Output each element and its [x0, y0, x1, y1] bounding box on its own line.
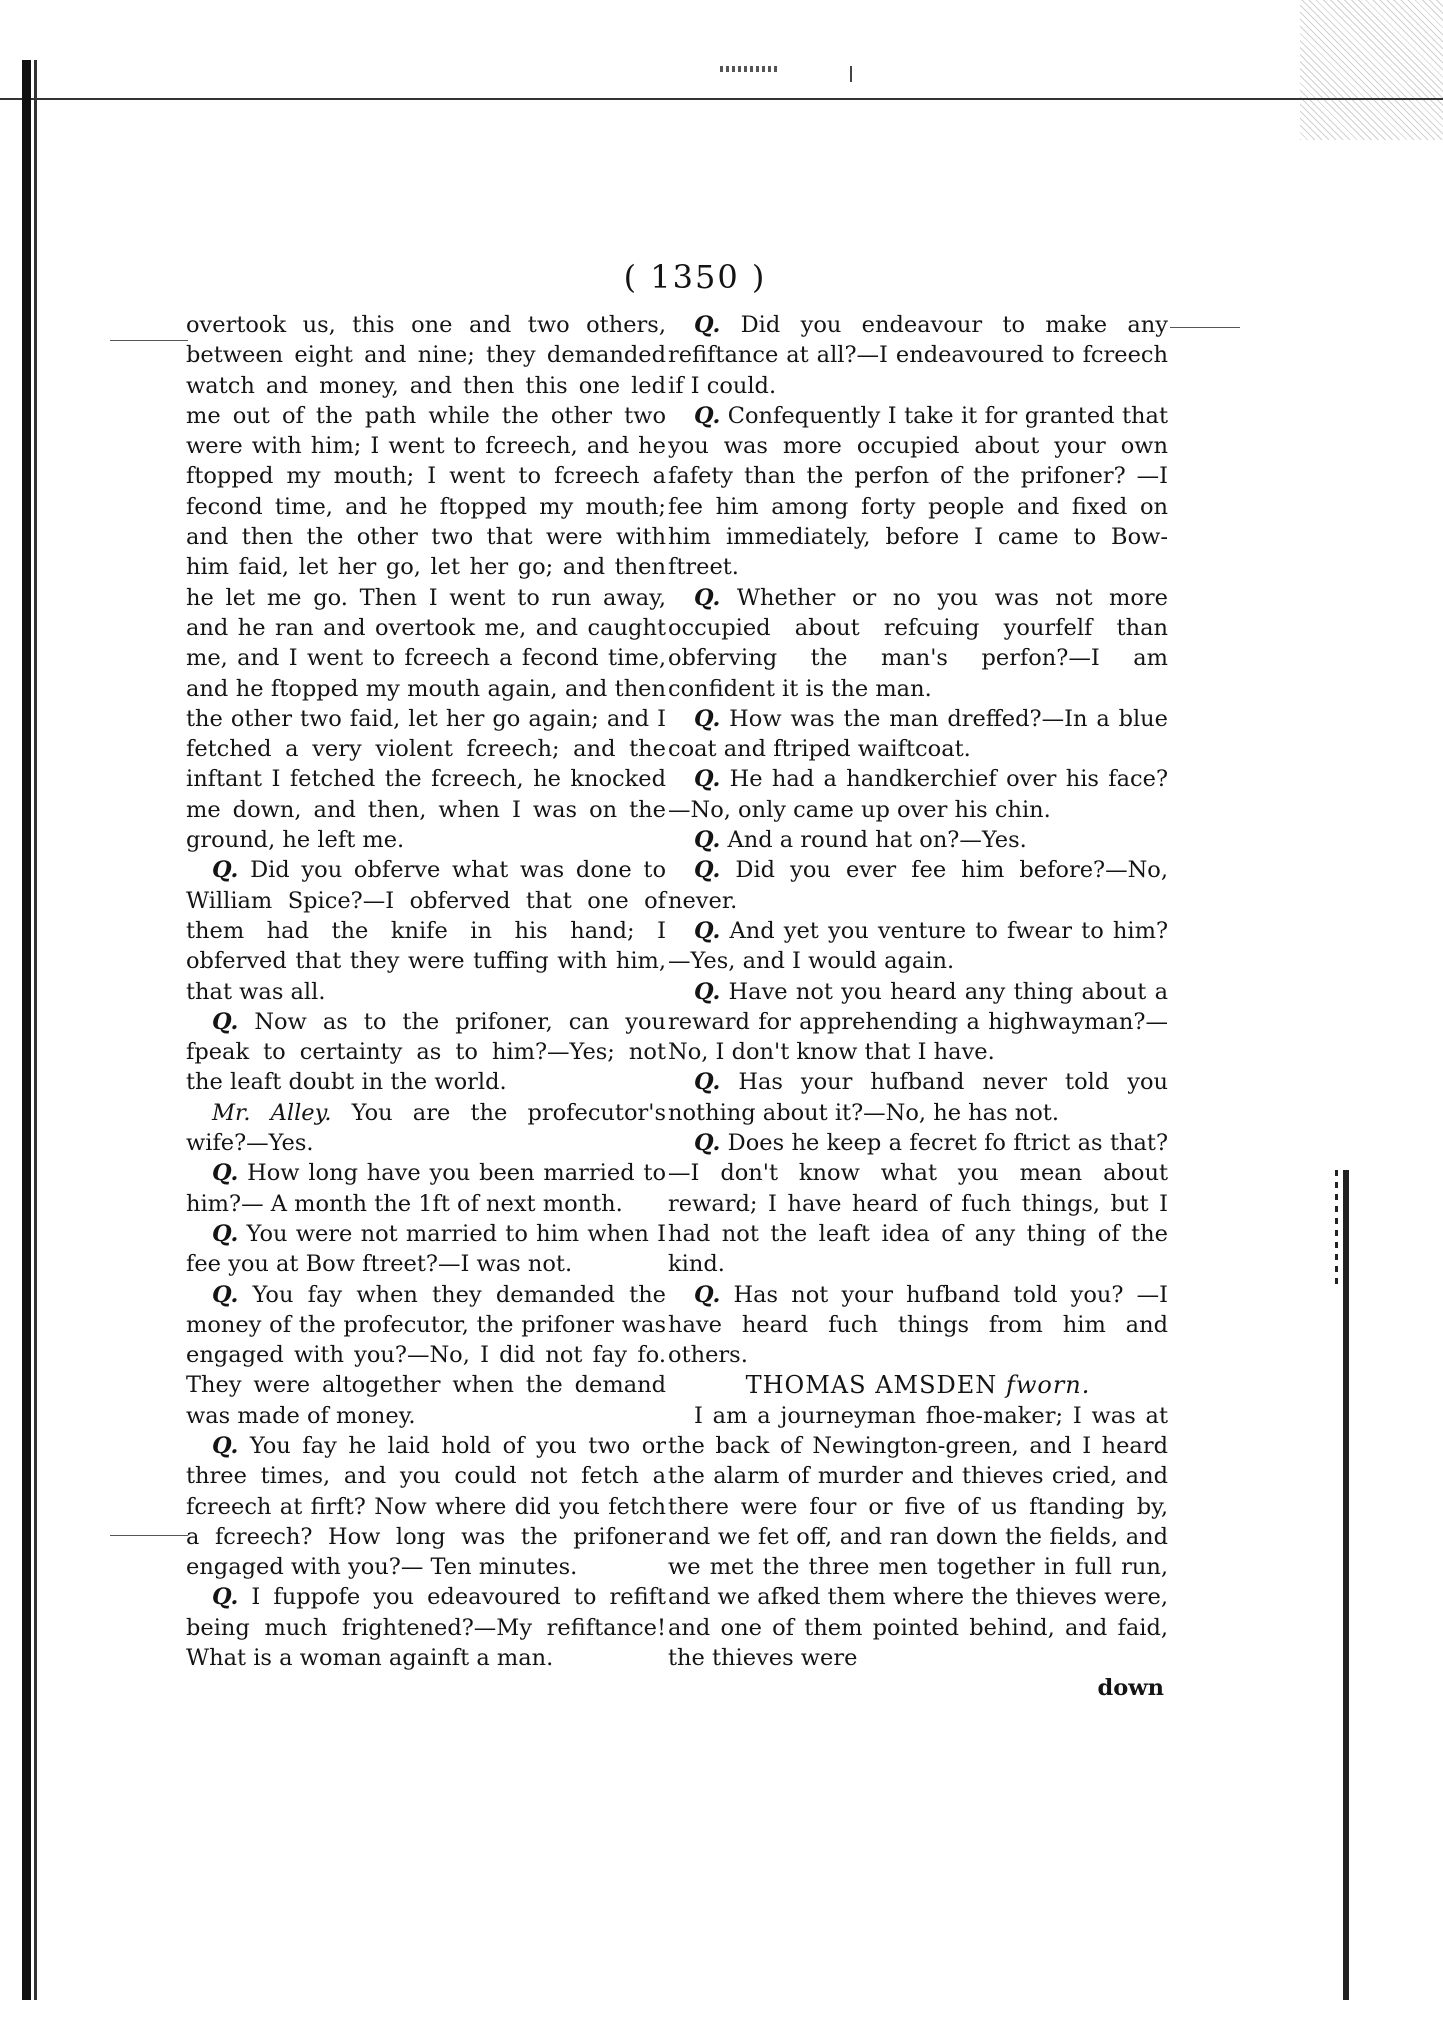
q-mark: Q.: [212, 857, 239, 884]
stray-line: [110, 340, 188, 341]
question-paragraph: Q. Have not you heard any thing about a reward for apprehending a highwayman?—No, I don't know that I have.: [668, 978, 1168, 1066]
left-column: [186, 310, 666, 1673]
q-mark: Q.: [694, 1130, 721, 1157]
question-paragraph: Q. He had a handkerchief over his face?—No, only came up over his chin.: [668, 766, 1169, 823]
q-mark: Q.: [694, 402, 721, 429]
question-paragraph: Q. Has not your hufband told you? —I have heard fuch things from him and others.: [668, 1281, 1168, 1369]
top-tick: [850, 66, 852, 82]
binding-edge: [22, 60, 31, 2000]
q-mark: Q.: [694, 1069, 721, 1096]
stray-line: [1170, 327, 1240, 328]
question-paragraph: Q. Now as to the prifoner, can you fpeak to certainty as to him?—Yes; not the leaft doubt in the world.: [186, 1008, 666, 1096]
question-paragraph: Q. How was the man dreffed?—In a blue coat and ftriped waiftcoat.: [668, 705, 1168, 763]
q-mark: Q.: [212, 1008, 239, 1035]
paragraph: overtook us, this one and two others, between eight and nine; they demanded watch and money, and then this one led me out of the path while the other two were with him; I went to fcreech, and he ftopped my mouth; I went to fcreech a fecond time, and he ftopped my mouth; and then the other two that were with him faid, let her go, let her go; and then he let me go. Then I went to run away, and he ran and overtook me, and caught me, and I went to fcreech a fecond time, and he ftopped my mouth again, and then the other two faid, let her go again; and I fetched a very violent fcreech; and the inftant I fetched the fcreech, he knocked me down, and then, when I was on the ground, he left me.: [186, 312, 666, 854]
q-mark: Q.: [694, 917, 721, 944]
witness-heading: [668, 1370, 1168, 1400]
right-edge-dash: [1335, 1170, 1338, 1290]
question-paragraph: Q. How long have you been married to him?— A month the 1ft of next month.: [186, 1160, 666, 1217]
speaker-name: Mr. Alley.: [212, 1099, 332, 1126]
binding-edge-inner: [34, 60, 37, 2000]
q-mark: Q.: [212, 1281, 239, 1308]
q-mark: Q.: [212, 1160, 239, 1187]
q-mark: Q.: [694, 857, 721, 884]
q-mark: Q.: [694, 705, 721, 732]
page-number: ( 1350 ): [623, 258, 767, 296]
question-paragraph: Q. Confequently I take it for granted that you was more occupied about your own fafety than the perfon of the prifoner? —I fee him among forty people and fixed on him immediately, before I came to Bow-ftreet.: [668, 402, 1168, 581]
right-edge: [1343, 1170, 1349, 2000]
question-paragraph: Q. Whether or no you was not more occupied about refcuing yourfelf than obferving the man's perfon?—I am confident it is the man.: [668, 584, 1168, 702]
scan-noise: [1300, 0, 1443, 140]
speaker-paragraph: Mr. Alley. You are the profecutor's wife?—Yes.: [186, 1099, 666, 1157]
q-mark: Q.: [694, 978, 721, 1005]
question-paragraph: Q. Did you ever fee him before?—No, never.: [668, 857, 1168, 914]
q-mark: Q.: [694, 584, 721, 611]
question-paragraph: Q. And a round hat on?—Yes.: [694, 827, 1027, 854]
question-paragraph: Q. Does he keep a fecret fo ftrict as that?—I don't know what you mean about reward; I have heard of fuch things, but I had not the leaft idea of any thing of the kind.: [668, 1130, 1169, 1278]
q-mark: Q.: [694, 827, 721, 854]
q-mark: Q.: [694, 766, 721, 793]
testimony-paragraph: I am a journeyman fhoe-maker; I was at the back of Newington-green, and I heard the alarm of murder and thieves cried, and there were four or five of us ftanding by, and we fet off, and ran down the fields, and we met the three men together in full run, and we afked them where the thieves were, and one of them pointed behind, and faid, the thieves were: [668, 1402, 1168, 1672]
question-paragraph: Q. Has your hufband never told you nothing about it?—No, he has not.: [668, 1069, 1168, 1126]
top-rule: [0, 98, 1443, 100]
witness-name: THOMAS AMSDEN: [745, 1371, 998, 1400]
right-column: [668, 310, 1168, 1704]
question-paragraph: Q. And yet you venture to fwear to him?—Yes, and I would again.: [668, 917, 1169, 975]
question-paragraph: Q. I fuppofe you edeavoured to refift being much frightened?—My refiftance! What is a woman againft a man.: [186, 1584, 666, 1672]
top-ornament: [720, 66, 780, 72]
question-paragraph: Q. Did you endeavour to make any refiftance at all?—I endeavoured to fcreech if I could.: [668, 312, 1168, 399]
catchword: down: [1097, 1675, 1164, 1702]
stray-line: [110, 1535, 188, 1536]
q-mark: Q.: [694, 312, 721, 338]
question-paragraph: Q. You fay he laid hold of you two or three times, and you could not fetch a fcreech at firft? Now where did you fetch a fcreech? How long was the prifoner engaged with you?— Ten minutes.: [186, 1432, 666, 1581]
question-paragraph: Q. You were not married to him when I fee you at Bow ftreet?—I was not.: [186, 1220, 666, 1278]
question-paragraph: Q. Did you obferve what was done to William Spice?—I obferved that one of them had the knife in his hand; I obferved that they were tuffing with him, that was all.: [186, 857, 667, 1005]
q-mark: Q.: [694, 1281, 721, 1308]
question-paragraph: Q. You fay when they demanded the money of the profecutor, the prifoner was engaged with you?—No, I did not fay fo. They were altogether when the demand was made of money.: [186, 1281, 666, 1429]
q-mark: Q.: [212, 1220, 239, 1247]
witness-sworn: fworn.: [1005, 1371, 1091, 1400]
q-mark: Q.: [212, 1584, 239, 1611]
q-mark: Q.: [212, 1432, 239, 1459]
